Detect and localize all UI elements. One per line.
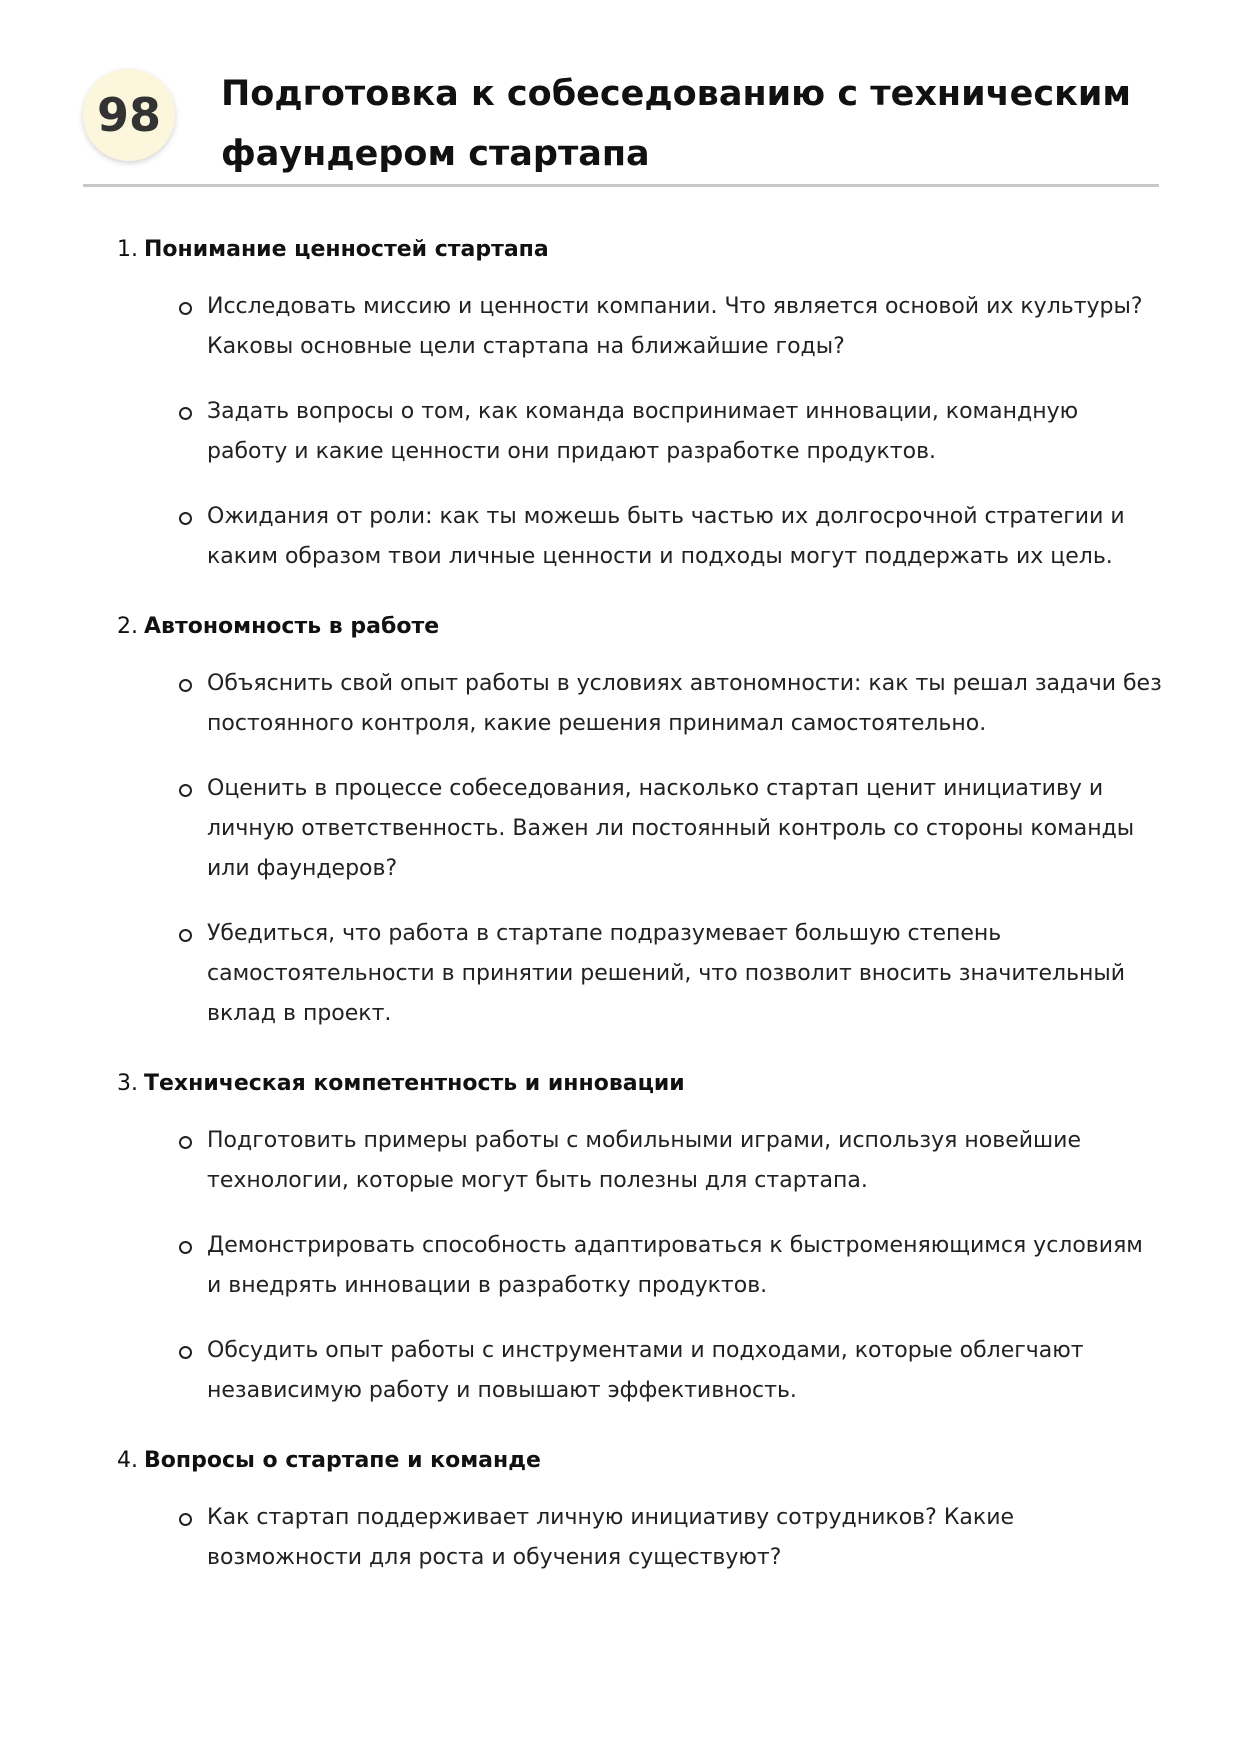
page-number-badge: 98	[83, 69, 175, 161]
page-header	[83, 64, 1159, 187]
page-title: Подготовка к собеседованию с техническим фаундером стартапа	[221, 74, 1131, 174]
list-item: Демонстрировать способность адаптироваться к быстроменяющимся условиям и внедрять инновации в разработку продуктов.	[207, 1226, 1162, 1306]
section-heading	[117, 1436, 1162, 1486]
list-item: Обсудить опыт работы с инструментами и подходами, которые облегчают независимую работу и повышают эффективность.	[207, 1331, 1162, 1411]
list-item: Исследовать миссию и ценности компании. Что является основой их культуры? Каковы основные цели стартапа на ближайшие годы?	[207, 287, 1162, 367]
bullet-list	[117, 1498, 1162, 1578]
section-number: 1.	[117, 237, 138, 262]
list-item: Объяснить свой опыт работы в условиях автономности: как ты решал задачи без постоянного контроля, какие решения принимал самостоятельно.	[207, 664, 1162, 744]
section-tech-competence	[117, 1059, 1162, 1411]
list-item: Подготовить примеры работы с мобильными играми, используя новейшие технологии, которые могут быть полезны для стартапа.	[207, 1121, 1162, 1201]
content	[117, 225, 1162, 1603]
bullet-list	[117, 664, 1162, 1034]
section-title: Техническая компетентность и инновации	[144, 1071, 685, 1096]
section-autonomy	[117, 602, 1162, 1034]
section-questions	[117, 1436, 1162, 1578]
section-values	[117, 225, 1162, 577]
section-title: Понимание ценностей стартапа	[144, 237, 549, 262]
section-number: 3.	[117, 1071, 138, 1096]
list-item: Оценить в процессе собеседования, насколько стартап ценит инициативу и личную ответственность. Важен ли постоянный контроль со стороны команды или фаундеров?	[207, 769, 1162, 889]
section-heading	[117, 602, 1162, 652]
section-title: Автономность в работе	[144, 614, 440, 639]
list-item: Как стартап поддерживает личную инициативу сотрудников? Какие возможности для роста и обучения существуют?	[207, 1498, 1162, 1578]
list-item: Убедиться, что работа в стартапе подразумевает большую степень самостоятельности в принятии решений, что позволит вносить значительный вклад в проект.	[207, 914, 1162, 1034]
bullet-list	[117, 1121, 1162, 1411]
list-item: Задать вопросы о том, как команда воспринимает инновации, командную работу и какие ценности они придают разработке продуктов.	[207, 392, 1162, 472]
section-title: Вопросы о стартапе и команде	[144, 1448, 541, 1473]
section-heading	[117, 1059, 1162, 1109]
section-number: 4.	[117, 1448, 138, 1473]
list-item: Ожидания от роли: как ты можешь быть частью их долгосрочной стратегии и каким образом твои личные ценности и подходы могут поддержать их цель.	[207, 497, 1162, 577]
bullet-list	[117, 287, 1162, 577]
section-heading	[117, 225, 1162, 275]
section-number: 2.	[117, 614, 138, 639]
